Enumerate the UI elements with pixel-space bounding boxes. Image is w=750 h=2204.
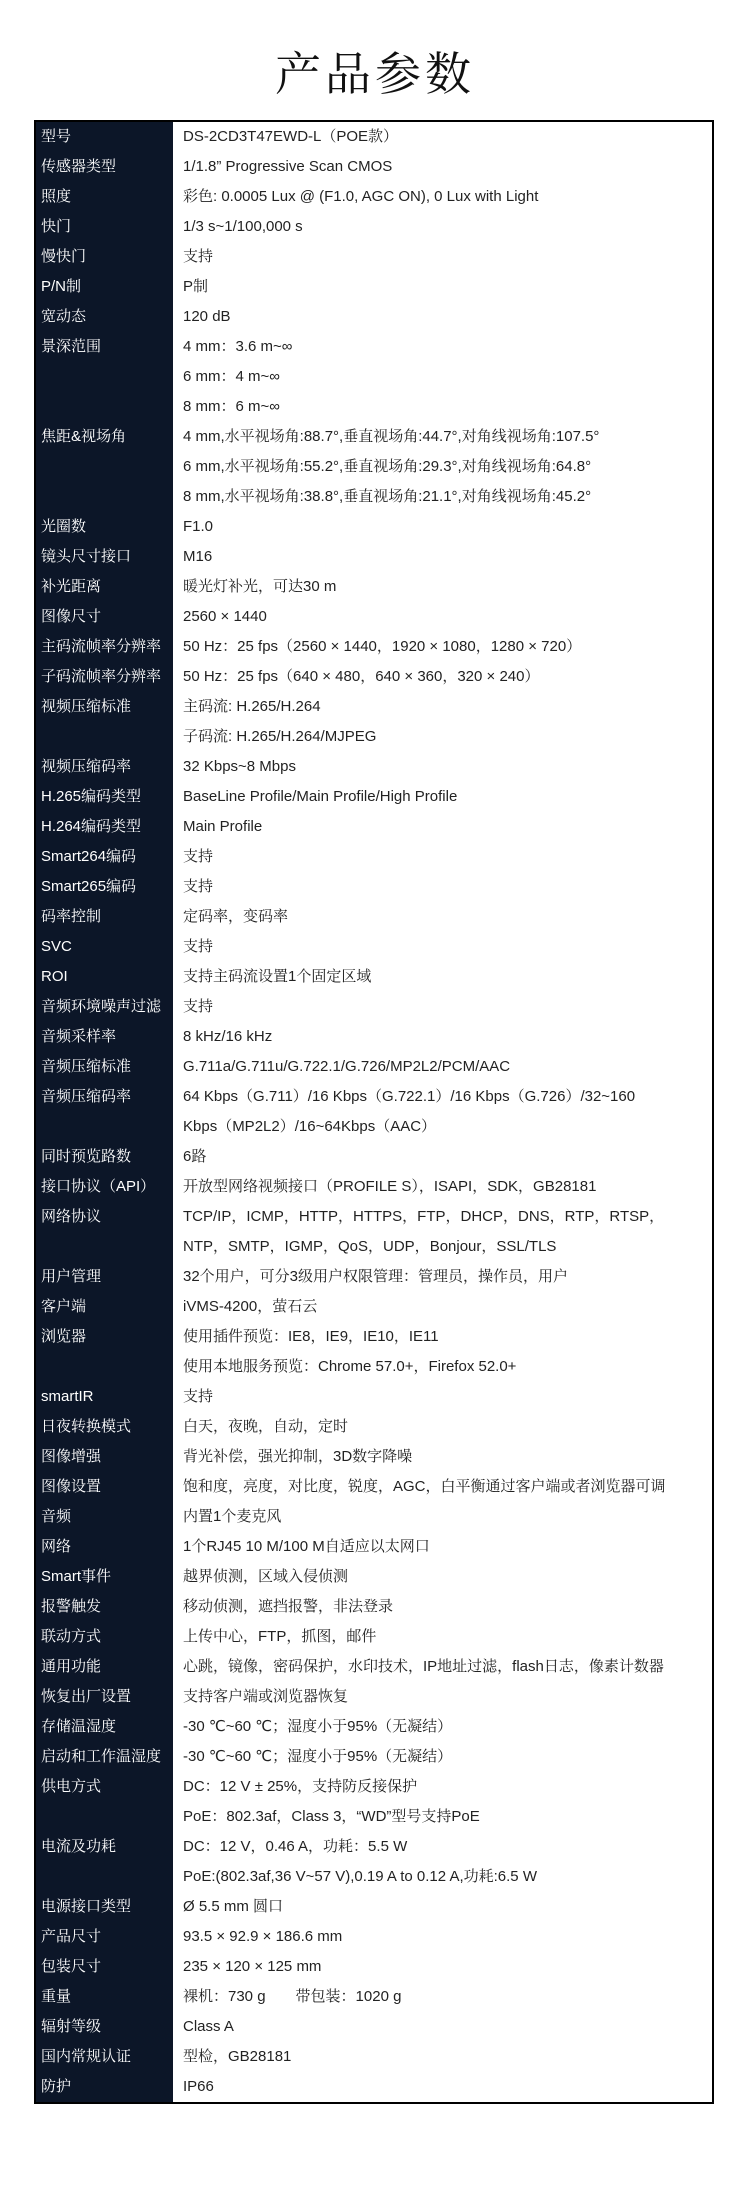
spec-value-line: 上传中心，FTP，抓图，邮件	[183, 1628, 377, 1645]
spec-value	[173, 1502, 712, 1532]
spec-value-line: 64 Kbps（G.711）/16 Kbps（G.722.1）/16 Kbps（G.726）/32~160	[183, 1088, 636, 1105]
spec-row	[36, 662, 712, 692]
spec-value-line: 子码流: H.265/H.264/MJPEG	[183, 728, 377, 745]
spec-value	[173, 1892, 712, 1922]
spec-value	[173, 1742, 712, 1772]
spec-value	[173, 1292, 712, 1322]
spec-row	[36, 152, 712, 182]
spec-value-line: 支持	[183, 878, 214, 895]
spec-value-line: 50 Hz：25 fps（640 × 480，640 × 360，320 × 240）	[183, 668, 540, 685]
spec-value	[173, 1472, 712, 1502]
spec-value-line: 支持主码流设置1个固定区域	[183, 968, 372, 985]
spec-value	[173, 1202, 712, 1262]
spec-row	[36, 1562, 712, 1592]
spec-label: Smart265编码	[41, 878, 137, 895]
spec-row	[36, 1502, 712, 1532]
spec-value-line: P制	[183, 278, 209, 295]
spec-row	[36, 212, 712, 242]
spec-row	[36, 272, 712, 302]
spec-label: 音频采样率	[41, 1028, 117, 1045]
spec-label: 音频压缩标准	[41, 1058, 132, 1075]
spec-value	[173, 1172, 712, 1202]
spec-label: 恢复出厂设置	[41, 1688, 132, 1705]
spec-row	[36, 812, 712, 842]
spec-value-line: 120 dB	[183, 308, 231, 325]
spec-value-line: 32 Kbps~8 Mbps	[183, 758, 296, 775]
spec-label: 快门	[41, 218, 72, 235]
spec-rows	[36, 122, 712, 2102]
spec-value	[173, 1412, 712, 1442]
spec-row	[36, 1682, 712, 1712]
spec-label: 码率控制	[41, 908, 102, 925]
spec-value	[173, 872, 712, 902]
spec-label: 通用功能	[41, 1658, 102, 1675]
spec-value-line: Ø 5.5 mm 圆口	[183, 1898, 284, 1915]
spec-value-line: 使用插件预览：IE8，IE9，IE10，IE11	[183, 1328, 439, 1345]
spec-value-line: 93.5 × 92.9 × 186.6 mm	[183, 1928, 343, 1945]
spec-row	[36, 1832, 712, 1892]
spec-row	[36, 332, 712, 422]
spec-value	[173, 692, 712, 752]
spec-label: 国内常规认证	[41, 2048, 132, 2065]
spec-value	[173, 1022, 712, 1052]
spec-row	[36, 1772, 712, 1832]
spec-value-line: 支持	[183, 998, 214, 1015]
spec-label: 网络	[41, 1538, 72, 1555]
spec-value-line: 背光补偿，强光抑制，3D数字降噪	[183, 1448, 413, 1465]
spec-label: 存储温湿度	[41, 1718, 117, 1735]
spec-value-line: DC：12 V，0.46 A，功耗：5.5 W	[183, 1838, 408, 1855]
spec-row	[36, 1952, 712, 1982]
spec-row	[36, 2042, 712, 2072]
spec-label: 主码流帧率分辨率	[41, 638, 162, 655]
spec-value-line: 移动侦测，遮挡报警，非法登录	[183, 1598, 394, 1615]
spec-value-line: 50 Hz：25 fps（2560 × 1440，1920 × 1080，1280 × 720）	[183, 638, 582, 655]
spec-label: 音频压缩码率	[41, 1088, 132, 1105]
spec-label: 镜头尺寸接口	[41, 548, 132, 565]
spec-row	[36, 602, 712, 632]
spec-row	[36, 1262, 712, 1292]
spec-value	[173, 1322, 712, 1382]
spec-value-line: 32个用户，可分3级用户权限管理：管理员，操作员，用户	[183, 1268, 569, 1285]
spec-value-line: DS-2CD3T47EWD-L（POE款）	[183, 128, 399, 145]
spec-label: P/N制	[41, 278, 82, 295]
spec-value	[173, 122, 712, 152]
spec-label: 照度	[41, 188, 72, 205]
spec-row	[36, 842, 712, 872]
spec-label: H.264编码类型	[41, 818, 142, 835]
spec-value-line: 1个RJ45 10 M/100 M自适应以太网口	[183, 1538, 430, 1555]
spec-row	[36, 572, 712, 602]
spec-row	[36, 1592, 712, 1622]
spec-value-line: -30 ℃~60 ℃；湿度小于95%（无凝结）	[183, 1718, 453, 1735]
spec-value	[173, 1262, 712, 1292]
spec-value	[173, 2072, 712, 2102]
spec-value-line: G.711a/G.711u/G.722.1/G.726/MP2L2/PCM/AAC	[183, 1058, 511, 1075]
spec-value	[173, 242, 712, 272]
spec-row	[36, 962, 712, 992]
spec-value-line: 开放型网络视频接口（PROFILE S），ISAPI，SDK，GB28181	[183, 1178, 597, 1195]
spec-row	[36, 782, 712, 812]
spec-row	[36, 1052, 712, 1082]
spec-row	[36, 122, 712, 152]
spec-value-line: 8 mm,水平视场角:38.8°,垂直视场角:21.1°,对角线视场角:45.2°	[183, 488, 592, 505]
spec-row	[36, 992, 712, 1022]
spec-value-line: 2560 × 1440	[183, 608, 267, 625]
spec-value-line: BaseLine Profile/Main Profile/High Profile	[183, 788, 458, 805]
spec-value-line: IP66	[183, 2078, 214, 2095]
spec-value-line: 4 mm：3.6 m~∞	[183, 338, 293, 355]
spec-label: 子码流帧率分辨率	[41, 668, 162, 685]
spec-label: 电源接口类型	[41, 1898, 132, 1915]
spec-value	[173, 1142, 712, 1172]
spec-label: 供电方式	[41, 1778, 102, 1795]
spec-value-line: Main Profile	[183, 818, 263, 835]
spec-label: 同时预览路数	[41, 1148, 132, 1165]
spec-value-line: 使用本地服务预览：Chrome 57.0+，Firefox 52.0+	[183, 1358, 517, 1375]
spec-value-line: 支持	[183, 848, 214, 865]
spec-value	[173, 182, 712, 212]
spec-row	[36, 1892, 712, 1922]
spec-value-line: 6 mm：4 m~∞	[183, 368, 280, 385]
spec-row	[36, 242, 712, 272]
spec-row	[36, 1472, 712, 1502]
spec-label: 光圈数	[41, 518, 87, 535]
spec-value	[173, 2012, 712, 2042]
spec-value-line: 主码流: H.265/H.264	[183, 698, 321, 715]
spec-value	[173, 212, 712, 242]
spec-value	[173, 1382, 712, 1412]
spec-label: 景深范围	[41, 338, 102, 355]
spec-value-line: M16	[183, 548, 213, 565]
spec-value-line: 235 × 120 × 125 mm	[183, 1958, 322, 1975]
spec-label: 网络协议	[41, 1208, 102, 1225]
spec-value	[173, 1772, 712, 1832]
spec-row	[36, 2072, 712, 2102]
spec-value	[173, 782, 712, 812]
spec-value-line: 定码率，变码率	[183, 908, 289, 925]
spec-value	[173, 962, 712, 992]
spec-value-line: PoE：802.3af，Class 3，“WD”型号支持PoE	[183, 1808, 480, 1825]
spec-value-line: Kbps（MP2L2）/16~64Kbps（AAC）	[183, 1118, 437, 1135]
spec-value	[173, 302, 712, 332]
spec-value	[173, 1532, 712, 1562]
spec-value	[173, 662, 712, 692]
spec-row	[36, 692, 712, 752]
spec-value-line: 8 kHz/16 kHz	[183, 1028, 273, 1045]
spec-label: 视频压缩码率	[41, 758, 132, 775]
spec-label: 音频	[41, 1508, 72, 1525]
spec-row	[36, 302, 712, 332]
spec-row	[36, 1652, 712, 1682]
spec-value-line: -30 ℃~60 ℃；湿度小于95%（无凝结）	[183, 1748, 453, 1765]
spec-label: 日夜转换模式	[41, 1418, 132, 1435]
spec-value-line: 饱和度，亮度，对比度，锐度，AGC，白平衡通过客户端或者浏览器可调	[183, 1478, 666, 1495]
spec-value	[173, 542, 712, 572]
spec-value	[173, 902, 712, 932]
spec-label: Smart264编码	[41, 848, 137, 865]
spec-label: 报警触发	[41, 1598, 102, 1615]
spec-value	[173, 1682, 712, 1712]
spec-value	[173, 1052, 712, 1082]
spec-row	[36, 902, 712, 932]
spec-row	[36, 2012, 712, 2042]
spec-value	[173, 1952, 712, 1982]
spec-value-line: iVMS-4200，萤石云	[183, 1298, 318, 1315]
spec-row	[36, 1742, 712, 1772]
spec-value-line: F1.0	[183, 518, 214, 535]
spec-value-line: 支持客户端或浏览器恢复	[183, 1688, 349, 1705]
spec-row	[36, 1712, 712, 1742]
spec-label: 接口协议（API）	[41, 1178, 156, 1195]
spec-label: 焦距&视场角	[41, 428, 127, 445]
spec-row	[36, 1202, 712, 1262]
page-title: 产品参数	[275, 47, 475, 101]
spec-label: Smart事件	[41, 1568, 112, 1585]
spec-value	[173, 812, 712, 842]
spec-label: 启动和工作温湿度	[41, 1748, 162, 1765]
spec-label: smartIR	[41, 1388, 94, 1405]
spec-value-line: 暖光灯补光，可达30 m	[183, 578, 337, 595]
spec-label: 视频压缩标准	[41, 698, 132, 715]
spec-row	[36, 512, 712, 542]
spec-label: 包装尺寸	[41, 1958, 102, 1975]
spec-value	[173, 1712, 712, 1742]
spec-value-line: 心跳，镜像，密码保护，水印技术，IP地址过滤，flash日志，像素计数器	[183, 1658, 664, 1675]
spec-value-line: 4 mm,水平视场角:88.7°,垂直视场角:44.7°,对角线视场角:107.5°	[183, 428, 600, 445]
spec-label: 客户端	[41, 1298, 87, 1315]
spec-table	[34, 120, 714, 2104]
spec-value	[173, 1592, 712, 1622]
spec-row	[36, 752, 712, 782]
spec-value-line: 内置1个麦克风	[183, 1508, 282, 1525]
spec-row	[36, 1322, 712, 1382]
spec-row	[36, 1412, 712, 1442]
spec-value-line: 支持	[183, 1388, 214, 1405]
spec-value	[173, 512, 712, 542]
spec-row	[36, 422, 712, 512]
spec-value	[173, 572, 712, 602]
spec-label: 型号	[41, 128, 72, 145]
spec-label: 辐射等级	[41, 2018, 102, 2035]
spec-row	[36, 932, 712, 962]
spec-value	[173, 1562, 712, 1592]
spec-value-line: 支持	[183, 248, 214, 265]
spec-value	[173, 1922, 712, 1952]
spec-row	[36, 1382, 712, 1412]
spec-row	[36, 182, 712, 212]
spec-value	[173, 272, 712, 302]
spec-label: 电流及功耗	[41, 1838, 117, 1855]
spec-label: SVC	[41, 938, 72, 955]
spec-value-line: NTP，SMTP，IGMP，QoS，UDP，Bonjour，SSL/TLS	[183, 1238, 557, 1255]
spec-label: H.265编码类型	[41, 788, 142, 805]
spec-value	[173, 1622, 712, 1652]
spec-value	[173, 152, 712, 182]
spec-row	[36, 1082, 712, 1142]
spec-value	[173, 1832, 712, 1892]
spec-label: 传感器类型	[41, 158, 117, 175]
spec-value	[173, 632, 712, 662]
spec-value-line: 6 mm,水平视场角:55.2°,垂直视场角:29.3°,对角线视场角:64.8°	[183, 458, 592, 475]
spec-value	[173, 332, 712, 422]
spec-row	[36, 872, 712, 902]
spec-value-line: 支持	[183, 938, 214, 955]
spec-value	[173, 932, 712, 962]
spec-value-line: 彩色: 0.0005 Lux @ (F1.0, AGC ON), 0 Lux with Light	[183, 188, 539, 205]
spec-value-line: 8 mm：6 m~∞	[183, 398, 280, 415]
spec-row	[36, 1982, 712, 2012]
spec-value-line: 裸机：730 g 带包装：1020 g	[183, 1988, 402, 2005]
spec-value-line: 1/3 s~1/100,000 s	[183, 218, 303, 235]
spec-value-line: Class A	[183, 2018, 234, 2035]
spec-label: 图像增强	[41, 1448, 102, 1465]
spec-label: ROI	[41, 968, 68, 985]
spec-value	[173, 1082, 712, 1142]
spec-value	[173, 752, 712, 782]
spec-value	[173, 992, 712, 1022]
spec-label: 防护	[41, 2078, 72, 2095]
spec-row	[36, 1142, 712, 1172]
spec-value-line: 越界侦测，区域入侵侦测	[183, 1568, 349, 1585]
spec-row	[36, 1172, 712, 1202]
spec-row	[36, 632, 712, 662]
spec-row	[36, 1922, 712, 1952]
spec-value	[173, 1982, 712, 2012]
spec-value	[173, 1442, 712, 1472]
spec-label: 重量	[41, 1988, 72, 2005]
spec-label: 联动方式	[41, 1628, 102, 1645]
spec-value-line: 型检，GB28181	[183, 2048, 292, 2065]
spec-label: 音频环境噪声过滤	[41, 998, 162, 1015]
spec-value-line: TCP/IP，ICMP，HTTP，HTTPS，FTP，DHCP，DNS，RTP，RTSP，	[183, 1208, 665, 1225]
spec-row	[36, 1022, 712, 1052]
spec-value	[173, 602, 712, 632]
spec-value	[173, 2042, 712, 2072]
spec-label: 浏览器	[41, 1328, 87, 1345]
spec-row	[36, 1442, 712, 1472]
spec-value-line: DC：12 V ± 25%，支持防反接保护	[183, 1778, 418, 1795]
spec-row	[36, 542, 712, 572]
spec-row	[36, 1532, 712, 1562]
spec-value-line: 白天，夜晚，自动，定时	[183, 1418, 349, 1435]
spec-label: 产品尺寸	[41, 1928, 102, 1945]
spec-label: 宽动态	[41, 308, 87, 325]
spec-label: 图像尺寸	[41, 608, 102, 625]
spec-row	[36, 1622, 712, 1652]
spec-label: 用户管理	[41, 1268, 102, 1285]
spec-label: 图像设置	[41, 1478, 102, 1495]
spec-value	[173, 842, 712, 872]
spec-label: 补光距离	[41, 578, 102, 595]
spec-value-line: 1/1.8” Progressive Scan CMOS	[183, 158, 393, 175]
spec-row	[36, 1292, 712, 1322]
spec-value	[173, 1652, 712, 1682]
spec-value	[173, 422, 712, 512]
spec-value-line: 6路	[183, 1148, 207, 1165]
spec-label: 慢快门	[41, 248, 87, 265]
spec-value-line: PoE:(802.3af,36 V~57 V),0.19 A to 0.12 A,功耗:6.5 W	[183, 1868, 537, 1885]
